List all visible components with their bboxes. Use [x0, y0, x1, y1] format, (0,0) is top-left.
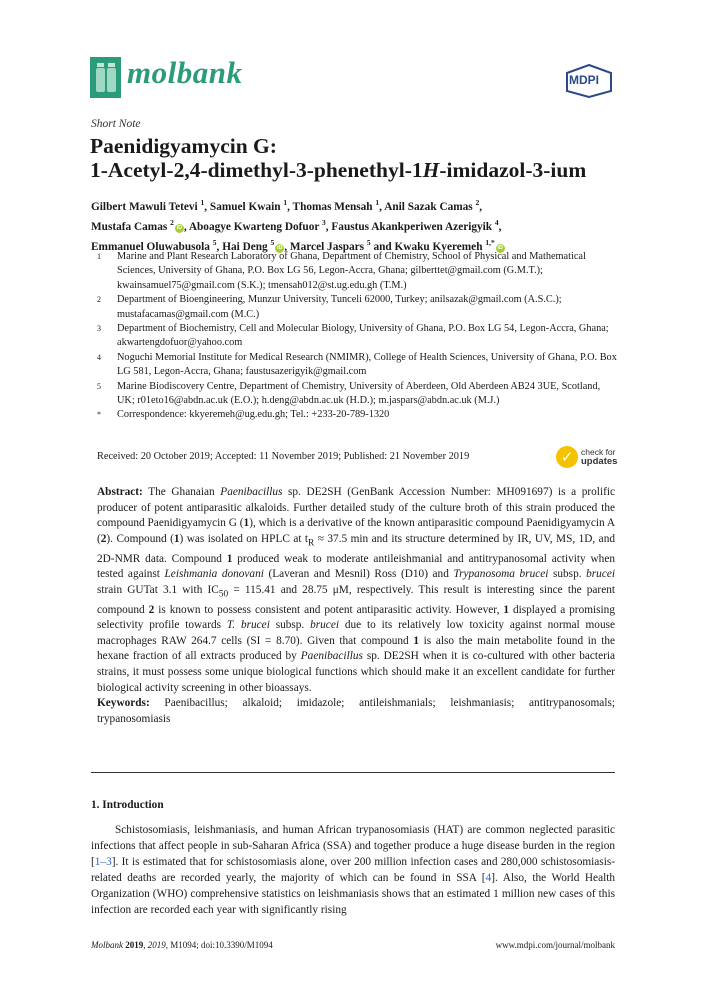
- affiliation-item: [97, 351, 617, 380]
- text-segment: sp. DE2SH when it is co-cultured with other bacteria strains, it must possess some unique biological functions which should make it an excellent candidate for further biological activity screening in other bioassays.: [97, 650, 615, 694]
- text-segment: = 115.41 and 28.75 μM, respectively. This result is interesting since the parent compound: [97, 583, 615, 616]
- text-segment: ). Compound (: [106, 532, 174, 545]
- affiliation-text: Correspondence: kkyeremeh@ug.edu.gh; Tel.: +233-20-789-1320: [117, 409, 390, 421]
- text-segment: is also the main metabolite found in the hexane fraction of all extracts produced by: [97, 634, 615, 663]
- title-line-1: [90, 134, 630, 158]
- text-segment: 1: [375, 198, 380, 207]
- text-segment: Mustafa Camas: [91, 220, 171, 233]
- text-segment: 5: [270, 237, 275, 247]
- affiliation-item: [97, 293, 617, 322]
- text-segment: ≈ 37.5 min and its structure determined by IR, UV, MS, 1D, and 2D-NMR data. Compound: [97, 532, 615, 565]
- text-segment: Emmanuel Oluwabusola: [91, 240, 213, 253]
- affiliation-number: 4: [97, 352, 101, 362]
- text-segment: Keywords:: [97, 697, 150, 709]
- citation-link[interactable]: 4: [485, 872, 492, 884]
- introduction-paragraph: [91, 822, 615, 918]
- text-segment: 1,*: [485, 237, 495, 247]
- text-segment: brucei: [586, 568, 616, 581]
- text-segment: subsp.: [548, 568, 587, 581]
- affiliation-item: [97, 322, 617, 351]
- article-type: Short Note: [91, 118, 141, 130]
- checkmark-icon: ✓: [556, 446, 578, 468]
- text-segment: 1: [173, 532, 180, 545]
- footer-citation: [91, 940, 273, 950]
- journal-logo-icon: [90, 57, 121, 98]
- text-segment: 3: [322, 217, 326, 227]
- affiliation-number: 1: [97, 252, 101, 261]
- affiliation-number: 5: [97, 381, 101, 391]
- text-segment: R: [308, 538, 315, 549]
- orcid-icon[interactable]: iD: [176, 224, 183, 231]
- text-segment: Trypanosoma brucei: [453, 568, 549, 581]
- text-segment: Paenibacillus: [300, 650, 363, 663]
- text-segment: ,: [498, 220, 502, 233]
- text-segment: Leishmania donovani: [164, 568, 264, 581]
- affiliation-number: 2: [97, 295, 101, 305]
- text-segment: brucei: [310, 619, 339, 632]
- text-segment: , Aboagye Kwarteng Dofuor: [183, 220, 322, 233]
- author-list: [91, 195, 621, 255]
- text-segment: Paenibacillus; alkaloid; imidazole; antileishmanials; leishmaniasis; antitrypanosomals; trypanosomiasis: [97, 697, 615, 725]
- affiliation-item: [97, 380, 617, 409]
- text-segment: ]. It is estimated that for schistosomiasis alone, over 200 million infection cases and 280,000 schistosomiasis-related deaths are recorded yearly, the majority of which can be found in SSA [: [91, 856, 615, 884]
- affiliation-number: *: [97, 410, 101, 420]
- publication-dates: Received: 20 October 2019; Accepted: 11 November 2019; Published: 21 November 2019: [97, 451, 470, 462]
- text-segment: , M1094; doi:10.3390/M1094: [165, 940, 273, 950]
- text-segment: ,: [479, 200, 483, 213]
- title-line-2: [90, 158, 630, 182]
- orcid-icon[interactable]: iD: [277, 244, 283, 251]
- text-segment: ), which is a derivative of the known antiparasitic compound Paenidigyamycin A (: [97, 517, 615, 545]
- publisher-name: MDPI: [569, 73, 599, 87]
- text-segment: 2: [148, 603, 155, 616]
- text-segment: subsp.: [269, 619, 311, 632]
- affiliations: [97, 250, 617, 423]
- article-title: [90, 134, 630, 182]
- text-segment: Molbank: [91, 940, 123, 950]
- text-segment: , Marcel Jaspars: [284, 240, 367, 253]
- text-segment: The Ghanaian: [142, 486, 221, 498]
- text-segment: 1: [413, 634, 419, 647]
- citation-link[interactable]: 1–3: [94, 856, 112, 868]
- text-segment: produced weak to moderate antileishmanial and antitrypanosomal activity when tested against: [97, 552, 615, 581]
- text-segment: -imidazol-3-ium: [439, 158, 587, 182]
- affiliation-text: Department of Bioengineering, Munzur University, Tunceli 62000, Turkey; anilsazak@gmail.com (A.S.C.); mustafacamas@gmail.com (M.C.): [117, 294, 562, 320]
- text-segment: 1: [503, 603, 510, 616]
- text-segment: Schistosomiasis, leishmaniasis, and human African trypanosomiasis (HAT) are common neglected parasitic infections that affect people in sub-Saharan Africa (SSA) and together produce a huge disease burden in the region [: [91, 824, 615, 868]
- text-segment: ,: [143, 940, 148, 950]
- text-segment: 2: [170, 217, 174, 227]
- affiliation-item: [97, 408, 617, 422]
- text-segment: ]. Also, the World Health Organization (WHO) comprehensive statistics on leishmaniasis shows that an estimated 1 million new cases of this infection are recorded each year with significantly rising: [91, 872, 616, 916]
- journal-name: molbank: [127, 55, 243, 90]
- text-segment: Paenibacillus: [220, 486, 283, 498]
- text-segment: strain GUTat 3.1 with IC: [97, 583, 219, 596]
- text-segment: , Samuel Kwain: [204, 200, 284, 213]
- affiliation-number: 3: [97, 324, 101, 334]
- text-segment: 1: [226, 552, 233, 565]
- section-heading: 1. Introduction: [91, 799, 164, 811]
- check-for-updates-button[interactable]: [556, 446, 617, 468]
- affiliation-text: Noguchi Memorial Institute for Medical Research (NMIMR), College of Health Sciences, University of Ghana, P.O. Box LG 581, Legon-Accra, Ghana; faustusazerigyik@gmail.com: [117, 351, 617, 378]
- affiliation-text: Marine Biodiscovery Centre, Department of Chemistry, University of Aberdeen, Old Aberdeen AB24 3UE, Scotland, UK; r01eto16@abdn.ac.uk (E.O.); h.deng@abdn.ac.uk (H.D.); m.jaspars@abdn.ac.uk (M.J.): [117, 380, 601, 407]
- affiliation-text: Department of Biochemistry, Cell and Molecular Biology, University of Ghana, P.O. Box LG 54, Legon-Accra, Ghana; akwartengdofuor@yahoo.com: [117, 323, 609, 349]
- text-segment: Abstract:: [97, 486, 143, 498]
- section-divider: [91, 772, 615, 773]
- text-segment: 2019: [147, 940, 166, 950]
- text-segment: sp. DE2SH (GenBank Accession Number: MH091697) is a prolific producer of potent antiparasitic alkaloids. Further detailed study of the culture broth of this strain produced the compound Paenidigyamycin G (: [97, 486, 615, 530]
- text-segment: 1-Acetyl-2,4-dimethyl-3-phenethyl-1: [90, 158, 423, 182]
- text-segment: 50: [218, 589, 229, 600]
- text-segment: 1: [243, 517, 250, 530]
- text-segment: 2: [100, 532, 107, 545]
- text-segment: is known to possess consistent and potent antiparasitic activity. However,: [154, 603, 504, 616]
- text-segment: 2: [475, 198, 480, 207]
- text-segment: 1: [283, 198, 288, 207]
- text-segment: 4: [494, 217, 499, 227]
- text-segment: T. brucei: [226, 619, 270, 632]
- keywords: [97, 696, 615, 727]
- text-segment: due to its relatively low toxicity against normal mouse macrophages RAW 264.7 cells (SI = 8.70). Given that compound: [97, 619, 616, 647]
- text-segment: , Anil Sazak Camas: [379, 200, 476, 213]
- footer-journal-url[interactable]: www.mdpi.com/journal/molbank: [495, 940, 615, 950]
- text-segment: Paenidigyamycin G:: [90, 134, 277, 158]
- text-segment: (Laveran and Mesnil) Ross (D10) and: [263, 568, 454, 581]
- check-for-label: check for: [581, 447, 616, 457]
- text-segment: , Thomas Mensah: [287, 200, 376, 213]
- affiliation-text: Marine and Plant Research Laboratory of Ghana, Department of Chemistry, School of Physical and Mathematical Sciences, University of Ghana, P.O. Box LG 56, Legon-Accra, Ghana; gilberttet@gmail.com (G.M.T.); kwainsamuel75@gmail.com (S.K.); tmensah012@st.ug.edu.gh (T.M.): [117, 251, 586, 291]
- text-segment: 1: [200, 198, 205, 207]
- text-segment: H: [422, 158, 440, 182]
- affiliation-item: [97, 250, 617, 293]
- orcid-icon[interactable]: iD: [497, 244, 503, 251]
- text-segment: 5: [366, 237, 371, 247]
- text-segment: 2019: [125, 940, 144, 950]
- text-segment: ) was isolated on HPLC at t: [179, 532, 309, 545]
- text-segment: displayed a promising selectivity profile towards: [97, 603, 615, 632]
- mdpi-logo: [565, 64, 613, 98]
- updates-label: updates: [581, 456, 618, 467]
- text-segment: Gilbert Mawuli Tetevi: [91, 200, 201, 213]
- text-segment: 5: [212, 237, 217, 247]
- abstract: [97, 485, 615, 696]
- text-segment: , Faustus Akankperiwen Azerigyik: [325, 220, 495, 233]
- text-segment: and Kwaku Kyeremeh: [370, 240, 486, 253]
- text-segment: , Hai Deng: [216, 240, 271, 253]
